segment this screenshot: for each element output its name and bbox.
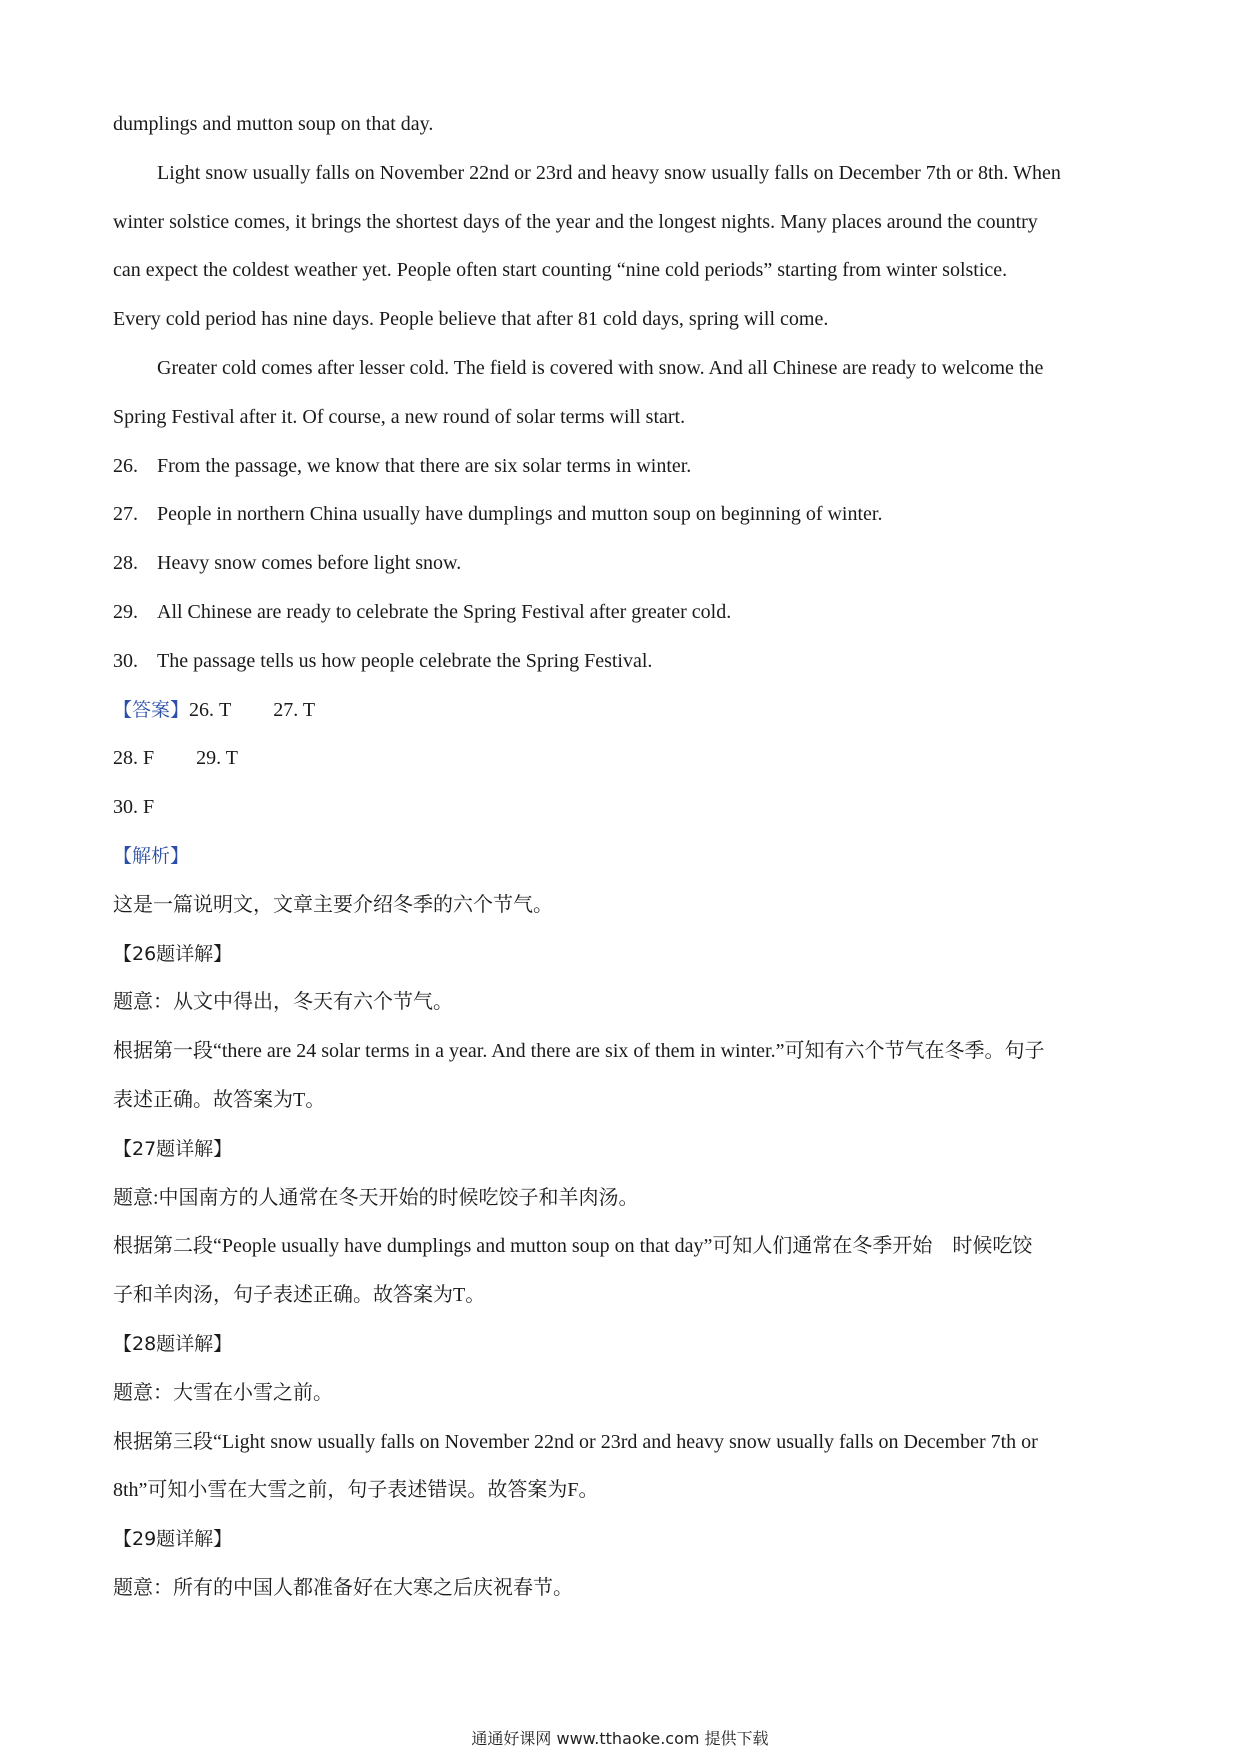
question-text: People in northern China usually have dumplings and mutton soup on beginning of winter. xyxy=(157,503,883,526)
question-text: Heavy snow comes before light snow. xyxy=(157,552,462,575)
answer-26: 26. T xyxy=(189,698,232,721)
detail-line: 子和羊肉汤，句子表述正确。故答案为T。 xyxy=(113,1284,486,1307)
detail-title-29: 【29题详解】 xyxy=(113,1528,233,1551)
question-number: 27. xyxy=(113,503,138,526)
question-text: The passage tells us how people celebrate the Spring Festival. xyxy=(157,649,653,672)
detail-line: 8th”可知小雪在大雪之前，句子表述错误。故答案为F。 xyxy=(113,1479,599,1502)
page-footer: 通通好课网 www.tthaoke.com 提供下载 xyxy=(471,1729,769,1748)
detail-line: 表述正确。故答案为T。 xyxy=(113,1088,326,1111)
question-text: All Chinese are ready to celebrate the Spring Festival after greater cold. xyxy=(157,600,732,623)
detail-line: 根据第三段“Light snow usually falls on November 22nd or 23rd and heavy snow usually falls on December 7th or xyxy=(113,1430,1038,1453)
analysis-summary: 这是一篇说明文，文章主要介绍冬季的六个节气。 xyxy=(113,893,553,916)
passage-line: Every cold period has nine days. People believe that after 81 cold days, spring will come. xyxy=(113,308,829,331)
answer-line xyxy=(113,783,1133,832)
passage-line: Light snow usually falls on November 22nd or 23rd and heavy snow usually falls on December 7th or 8th. When xyxy=(157,161,1061,184)
analysis-heading xyxy=(113,832,1133,881)
question-number: 28. xyxy=(113,552,138,575)
detail-meaning-29: 题意：所有的中国人都准备好在大寒之后庆祝春节。 xyxy=(113,1576,573,1599)
question-item xyxy=(113,539,1133,588)
answer-29: 29. T xyxy=(196,747,238,770)
detail-title-28: 【28题详解】 xyxy=(113,1332,233,1355)
answer-30: 30. F xyxy=(113,796,155,819)
analysis-label: 【解析】 xyxy=(113,844,190,867)
question-number: 30. xyxy=(113,649,138,672)
detail-meaning-27: 题意:中国南方的人通常在冬天开始的时候吃饺子和羊肉汤。 xyxy=(113,1186,639,1209)
detail-line: 根据第二段“People usually have dumplings and mutton soup on that day”可知人们通常在冬季开始 时候吃饺 xyxy=(113,1235,1033,1258)
question-text: From the passage, we know that there are six solar terms in winter. xyxy=(157,454,692,477)
question-item xyxy=(113,637,1133,686)
detail-meaning-26: 题意：从文中得出，冬天有六个节气。 xyxy=(113,991,453,1014)
passage-line: Greater cold comes after lesser cold. The field is covered with snow. And all Chinese are ready to welcome the xyxy=(157,356,1044,379)
passage-line: Spring Festival after it. Of course, a new round of solar terms will start. xyxy=(113,405,686,428)
detail-title-26: 【26题详解】 xyxy=(113,942,233,965)
answer-label: 【答案】 xyxy=(113,698,190,721)
detail-meaning-28: 题意：大雪在小雪之前。 xyxy=(113,1381,333,1404)
question-item xyxy=(113,490,1133,539)
page-content xyxy=(113,100,1133,1613)
question-item xyxy=(113,588,1133,637)
answer-27: 27. T xyxy=(273,698,316,721)
detail-title-27: 【27题详解】 xyxy=(113,1137,233,1160)
question-item xyxy=(113,442,1133,491)
passage-line: can expect the coldest weather yet. People often start counting “nine cold periods” starting from winter solstice. xyxy=(113,259,1008,282)
passage-line: winter solstice comes, it brings the shortest days of the year and the longest nights. Many places around the country xyxy=(113,210,1038,233)
question-number: 29. xyxy=(113,600,138,623)
answer-line xyxy=(113,734,1133,783)
passage-line: dumplings and mutton soup on that day. xyxy=(113,113,434,135)
answer-line xyxy=(113,686,1133,735)
answer-28: 28. F xyxy=(113,747,155,770)
question-number: 26. xyxy=(113,454,138,477)
detail-line: 根据第一段“there are 24 solar terms in a year. And there are six of them in winter.”可知有六个节气在冬季。句子 xyxy=(113,1040,1045,1063)
